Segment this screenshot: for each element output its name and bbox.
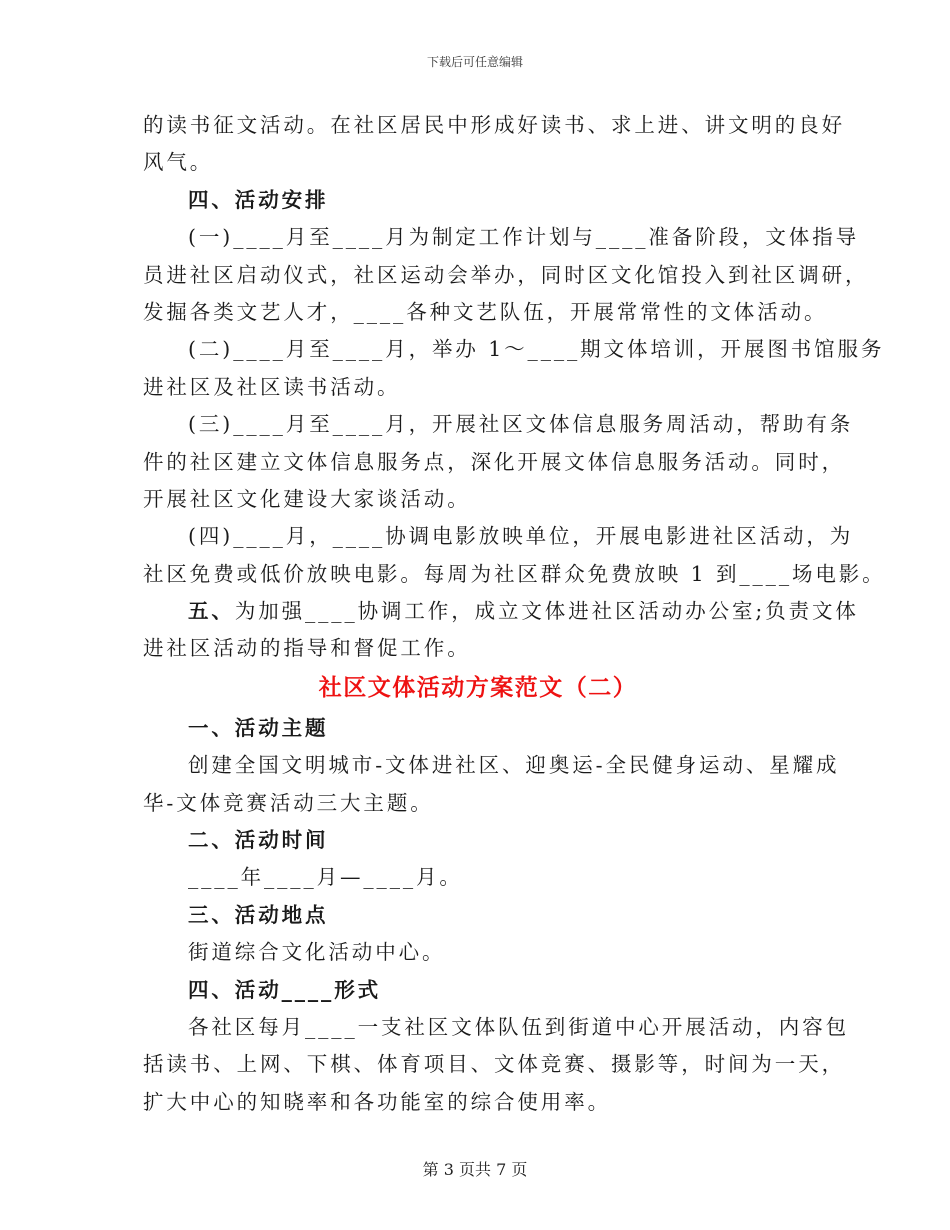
section-heading: 一、活动主题 (188, 715, 329, 740)
paragraph-line: ____年____月—____月。 (188, 865, 463, 890)
section-heading: 四、活动____形式 (188, 977, 381, 1002)
paragraph-line: 的读书征文活动。在社区居民中形成好读书、求上进、讲文明的良好 (143, 113, 845, 137)
paragraph-line: 风气。 (143, 150, 214, 175)
paragraph-line: 进社区及社区读书活动。 (143, 374, 401, 399)
paragraph-line: (三)____月至____月，开展社区文体信息服务周活动，帮助有条 (188, 412, 854, 437)
paragraph-line: (二)____月至____月，举办 1～____期文体培训，开展图书馆服务 (188, 337, 885, 362)
paragraph-line: 括读书、上网、下棋、体育项目、文体竞赛、摄影等，时间为一天， (143, 1052, 845, 1077)
paragraph-line: (一)____月至____月为制定工作计划与____准备阶段，文体指导 (188, 225, 859, 250)
paragraph-line: 件的社区建立文体信息服务点，深化开展文体信息服务活动。同时， (143, 449, 845, 474)
paragraph-line: 华-文体竞赛活动三大主题。 (143, 790, 434, 815)
document-body (143, 107, 886, 1121)
section-heading: 四、活动安排 (188, 187, 329, 212)
paragraph-line: 五、为加强____协调工作，成立文体进社区活动办公室;负责文体 (188, 599, 859, 624)
paragraph-line: 员进社区启动仪式，社区运动会举办，同时区文化馆投入到社区调研， (143, 262, 869, 287)
paragraph-line: 街道综合文化活动中心。 (188, 940, 446, 965)
section-heading: 二、活动时间 (188, 828, 329, 853)
page-header: 下载后可任意编辑 (426, 55, 523, 69)
paragraph-line: 发掘各类文艺人才，____各种文艺队伍，开展常常性的文体活动。 (143, 299, 828, 324)
paragraph-line: 扩大中心的知晓率和各功能室的综合使用率。 (143, 1089, 611, 1114)
paragraph-lead: 五、 (188, 599, 235, 624)
section-title: 社区文体活动方案范文（二） (318, 673, 638, 701)
paragraph-line: 社区免费或低价放映电影。每周为社区群众免费放映 1 到____场电影。 (143, 561, 886, 586)
paragraph-line: 各社区每月____一支社区文体队伍到街道中心开展活动，内容包 (188, 1014, 849, 1039)
paragraph-line: 创建全国文明城市-文体进社区、迎奥运-全民健身运动、星耀成 (188, 753, 840, 778)
paragraph-line: (四)____月，____协调电影放映单位，开展电影进社区活动，为 (188, 524, 854, 549)
paragraph-line: 开展社区文化建设大家谈活动。 (143, 486, 471, 511)
page-number: 第 3 页共 7 页 (422, 1160, 528, 1179)
paragraph-line: 进社区活动的指导和督促工作。 (143, 636, 471, 661)
section-heading: 三、活动地点 (188, 902, 329, 927)
